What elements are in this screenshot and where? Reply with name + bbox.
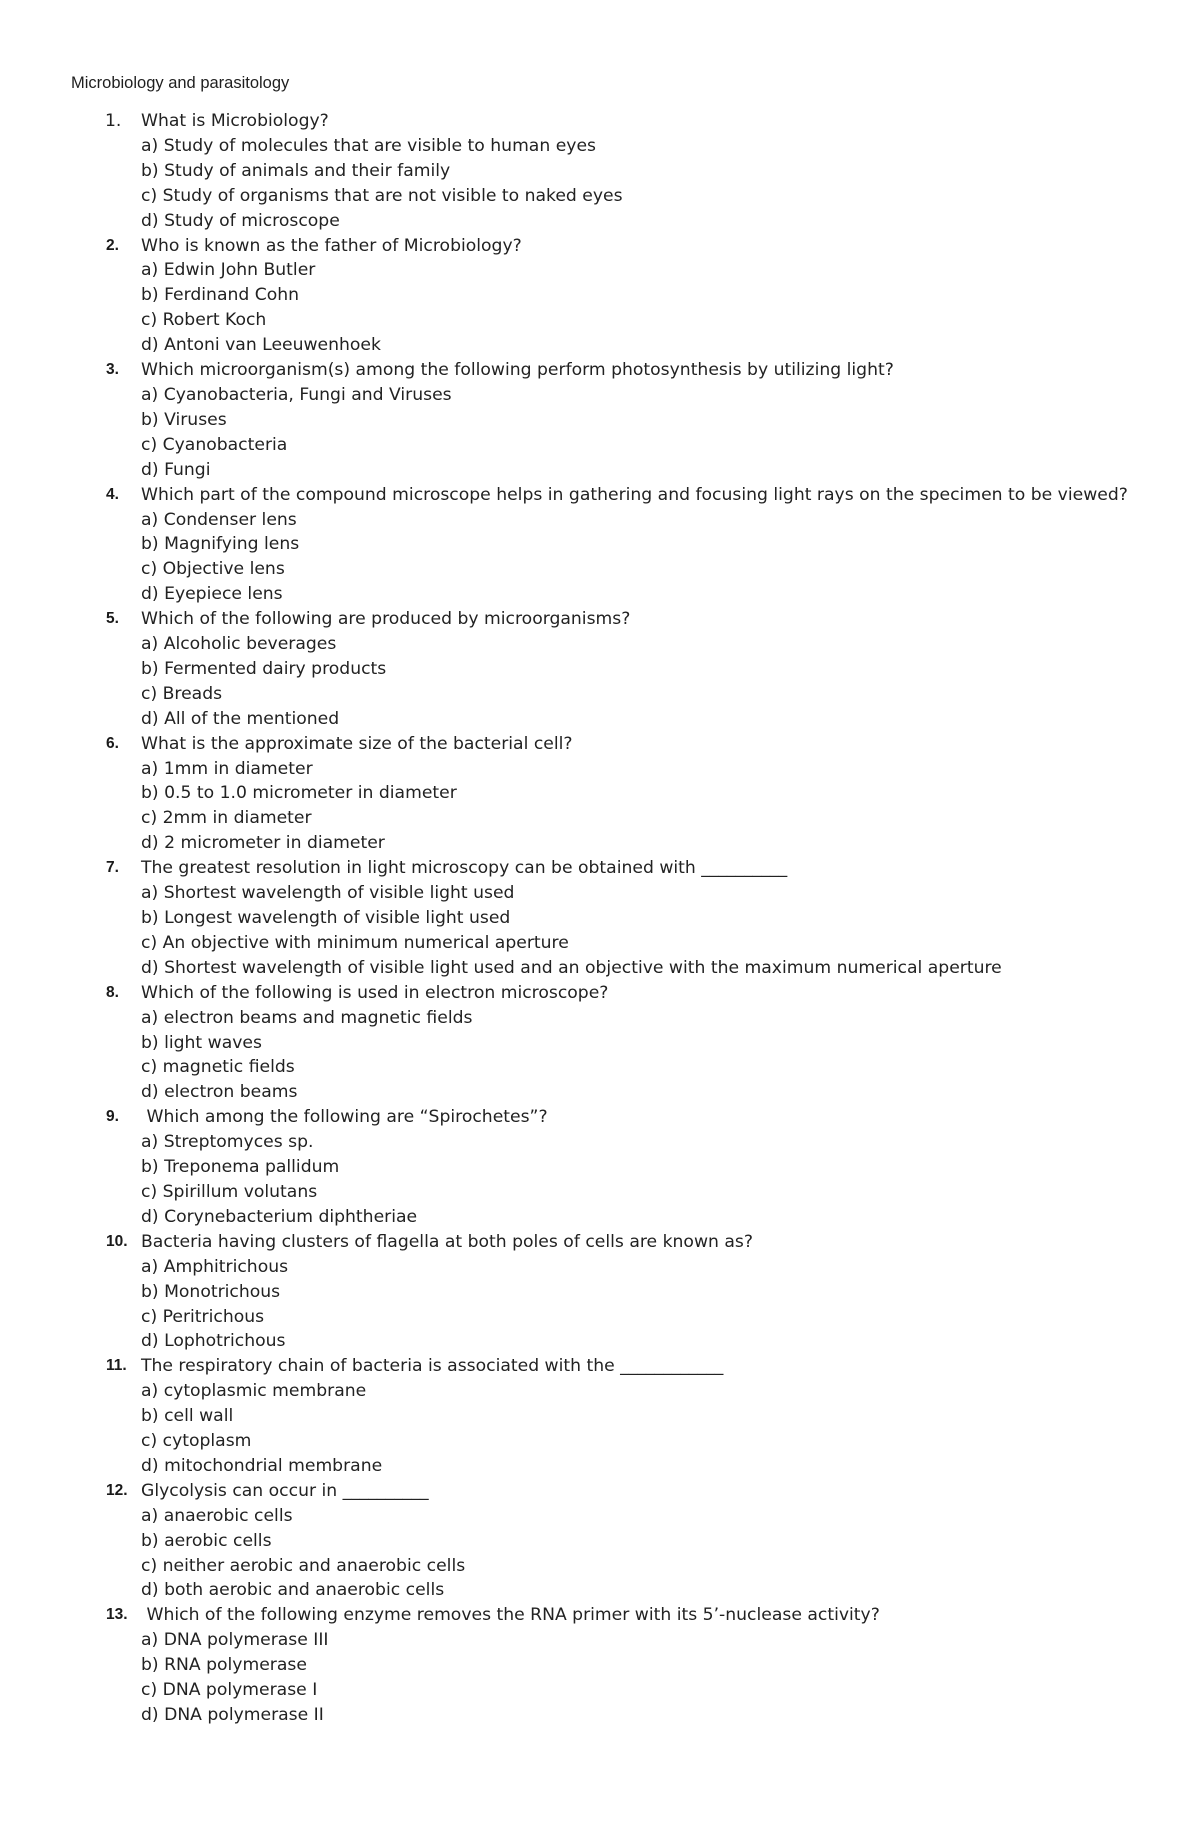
question-4	[0, 483, 1200, 608]
answer-option: d) Eyepiece lens	[141, 584, 283, 605]
answer-options	[0, 881, 1200, 981]
answer-option: c) magnetic fields	[141, 1057, 295, 1078]
answer-option: b) Viruses	[141, 409, 227, 430]
question-3	[0, 358, 1200, 483]
answer-option: b) Study of animals and their family	[141, 160, 451, 181]
question-number: 6.	[106, 734, 119, 752]
answer-option: c) Peritrichous	[141, 1306, 265, 1327]
question-text: What is Microbiology?	[141, 111, 329, 131]
answer-option: d) Corynebacterium diphtheriae	[141, 1206, 418, 1227]
answer-option: c) 2mm in diameter	[141, 808, 312, 829]
answer-option: b) cell wall	[141, 1406, 234, 1427]
answer-option: b) RNA polymerase	[141, 1655, 307, 1676]
answer-option: b) Treponema pallidum	[141, 1157, 340, 1178]
answer-option: c) Cyanobacteria	[141, 434, 288, 455]
question-8	[0, 981, 1200, 1106]
question-5	[0, 607, 1200, 732]
answer-options	[0, 632, 1200, 732]
answer-option: c) neither aerobic and anaerobic cells	[141, 1555, 466, 1576]
answer-option: d) DNA polymerase II	[141, 1705, 324, 1725]
question-9	[0, 1105, 1200, 1230]
question-text: Who is known as the father of Microbiology?	[141, 235, 522, 256]
answer-option: d) 2 micrometer in diameter	[141, 833, 385, 854]
question-text: Which microorganism(s) among the following perform photosynthesis by utilizing light?	[141, 360, 894, 381]
answer-option: c) Objective lens	[141, 559, 285, 580]
answer-option: c) Robert Koch	[141, 310, 267, 331]
question-number: 5.	[106, 610, 119, 628]
answer-options	[0, 1255, 1200, 1355]
question-text: Bacteria having clusters of flagella at both poles of cells are known as?	[141, 1231, 753, 1252]
question-6	[0, 732, 1200, 857]
answer-option: a) Alcoholic beverages	[141, 634, 337, 655]
question-text: Which among the following are “Spirochetes”?	[141, 1107, 548, 1128]
question-list	[0, 109, 1200, 1728]
question-text: What is the approximate size of the bacterial cell?	[141, 733, 573, 754]
question-text: Which of the following are produced by microorganisms?	[141, 609, 631, 630]
question-number: 13.	[106, 1606, 128, 1624]
question-number: 11.	[106, 1357, 127, 1375]
answer-option: d) Shortest wavelength of visible light used and an objective with the maximum numerical aperture	[141, 957, 1002, 978]
answer-option: a) electron beams and magnetic fields	[141, 1007, 473, 1028]
question-10	[0, 1230, 1200, 1355]
answer-option: c) Study of organisms that are not visible to naked eyes	[141, 185, 623, 206]
answer-options	[0, 1628, 1200, 1728]
answer-option: d) Study of microscope	[141, 210, 340, 231]
answer-option: c) Spirillum volutans	[141, 1181, 318, 1202]
answer-option: d) All of the mentioned	[141, 708, 340, 729]
question-7	[0, 856, 1200, 981]
question-text: The respiratory chain of bacteria is associated with the ____________	[141, 1356, 724, 1377]
answer-options	[0, 1130, 1200, 1230]
document-title: Microbiology and parasitology	[71, 74, 290, 92]
answer-option: a) Shortest wavelength of visible light used	[141, 883, 515, 904]
question-2	[0, 234, 1200, 359]
answer-option: b) Magnifying lens	[141, 534, 300, 555]
answer-option: c) DNA polymerase I	[141, 1680, 318, 1701]
answer-options	[0, 1504, 1200, 1604]
question-number: 1.	[105, 111, 122, 131]
answer-option: d) both aerobic and anaerobic cells	[141, 1580, 445, 1601]
answer-option: a) Study of molecules that are visible to human eyes	[141, 135, 596, 156]
answer-options	[0, 258, 1200, 358]
answer-option: b) Longest wavelength of visible light used	[141, 908, 511, 928]
question-number: 12.	[106, 1481, 128, 1499]
question-number: 8.	[106, 983, 119, 1001]
answer-options	[0, 508, 1200, 608]
answer-options	[0, 1379, 1200, 1479]
answer-option: d) Lophotrichous	[141, 1331, 286, 1352]
answer-option: a) anaerobic cells	[141, 1505, 293, 1526]
answer-option: b) Monotrichous	[141, 1281, 281, 1302]
answer-option: c) An objective with minimum numerical aperture	[141, 932, 569, 953]
answer-option: d) Antoni van Leeuwenhoek	[141, 335, 381, 356]
answer-option: b) 0.5 to 1.0 micrometer in diameter	[141, 783, 457, 804]
question-11	[0, 1354, 1200, 1479]
question-text: Which of the following enzyme removes the RNA primer with its 5’-nuclease activity?	[141, 1605, 880, 1626]
question-text: The greatest resolution in light microscopy can be obtained with __________	[141, 858, 788, 879]
answer-options	[0, 383, 1200, 483]
answer-option: b) Ferdinand Cohn	[141, 285, 300, 306]
question-text: Glycolysis can occur in __________	[141, 1480, 429, 1501]
answer-option: a) DNA polymerase III	[141, 1630, 329, 1651]
question-number: 7.	[106, 859, 119, 877]
answer-option: c) cytoplasm	[141, 1431, 252, 1452]
answer-option: a) Edwin John Butler	[141, 260, 316, 281]
answer-option: b) light waves	[141, 1032, 262, 1053]
question-number: 3.	[106, 361, 119, 379]
answer-option: d) mitochondrial membrane	[141, 1455, 383, 1476]
question-1	[0, 109, 1200, 234]
answer-option: a) Cyanobacteria, Fungi and Viruses	[141, 384, 452, 405]
question-number: 9.	[106, 1108, 119, 1126]
answer-option: b) aerobic cells	[141, 1530, 272, 1551]
question-text: Which of the following is used in electron microscope?	[141, 982, 609, 1003]
answer-option: a) 1mm in diameter	[141, 758, 313, 779]
question-number: 2.	[106, 236, 119, 254]
answer-option: a) Amphitrichous	[141, 1256, 289, 1277]
answer-option: d) electron beams	[141, 1082, 298, 1103]
answer-options	[0, 757, 1200, 857]
answer-option: a) Condenser lens	[141, 509, 297, 530]
answer-option: c) Breads	[141, 683, 223, 704]
question-number: 10.	[106, 1232, 128, 1250]
question-number: 4.	[106, 485, 119, 503]
answer-option: d) Fungi	[141, 459, 211, 480]
answer-option: a) Streptomyces sp.	[141, 1132, 314, 1153]
answer-options	[0, 134, 1200, 234]
question-13	[0, 1603, 1200, 1728]
question-text: Which part of the compound microscope helps in gathering and focusing light rays on the specimen to be viewed?	[141, 484, 1128, 505]
answer-options	[0, 1006, 1200, 1106]
answer-option: b) Fermented dairy products	[141, 658, 387, 679]
question-12	[0, 1479, 1200, 1604]
answer-option: a) cytoplasmic membrane	[141, 1381, 367, 1402]
